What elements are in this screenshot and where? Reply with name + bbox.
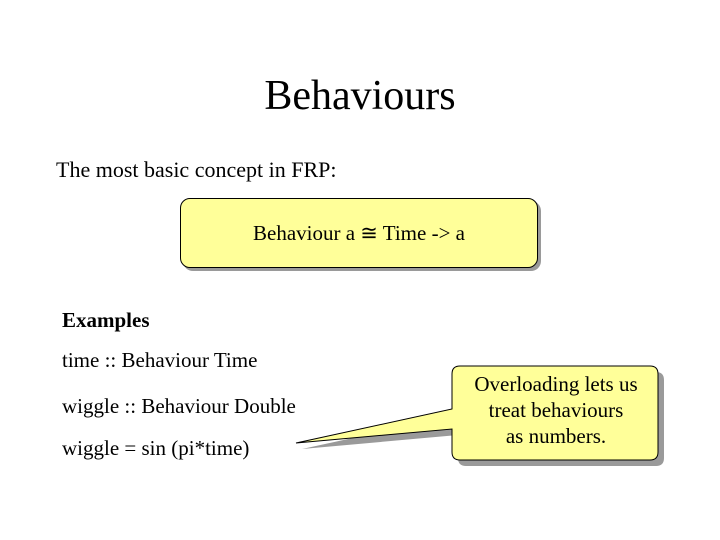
callout-line-2: treat behaviours (488, 398, 624, 422)
callout-line-3: as numbers. (505, 424, 607, 448)
example-line-2: wiggle :: Behaviour Double (62, 394, 296, 418)
callout-line-1: Overloading lets us (474, 372, 638, 396)
callout-text (452, 371, 660, 449)
slide-title: Behaviours (264, 73, 456, 119)
example-line-1: time :: Behaviour Time (62, 348, 258, 372)
intro-text: The most basic concept in FRP: (56, 157, 337, 182)
example-line-3: wiggle = sin (pi*time) (62, 436, 250, 460)
definition-text: Behaviour a ≅ Time -> a (253, 220, 465, 245)
examples-heading: Examples (62, 308, 150, 332)
